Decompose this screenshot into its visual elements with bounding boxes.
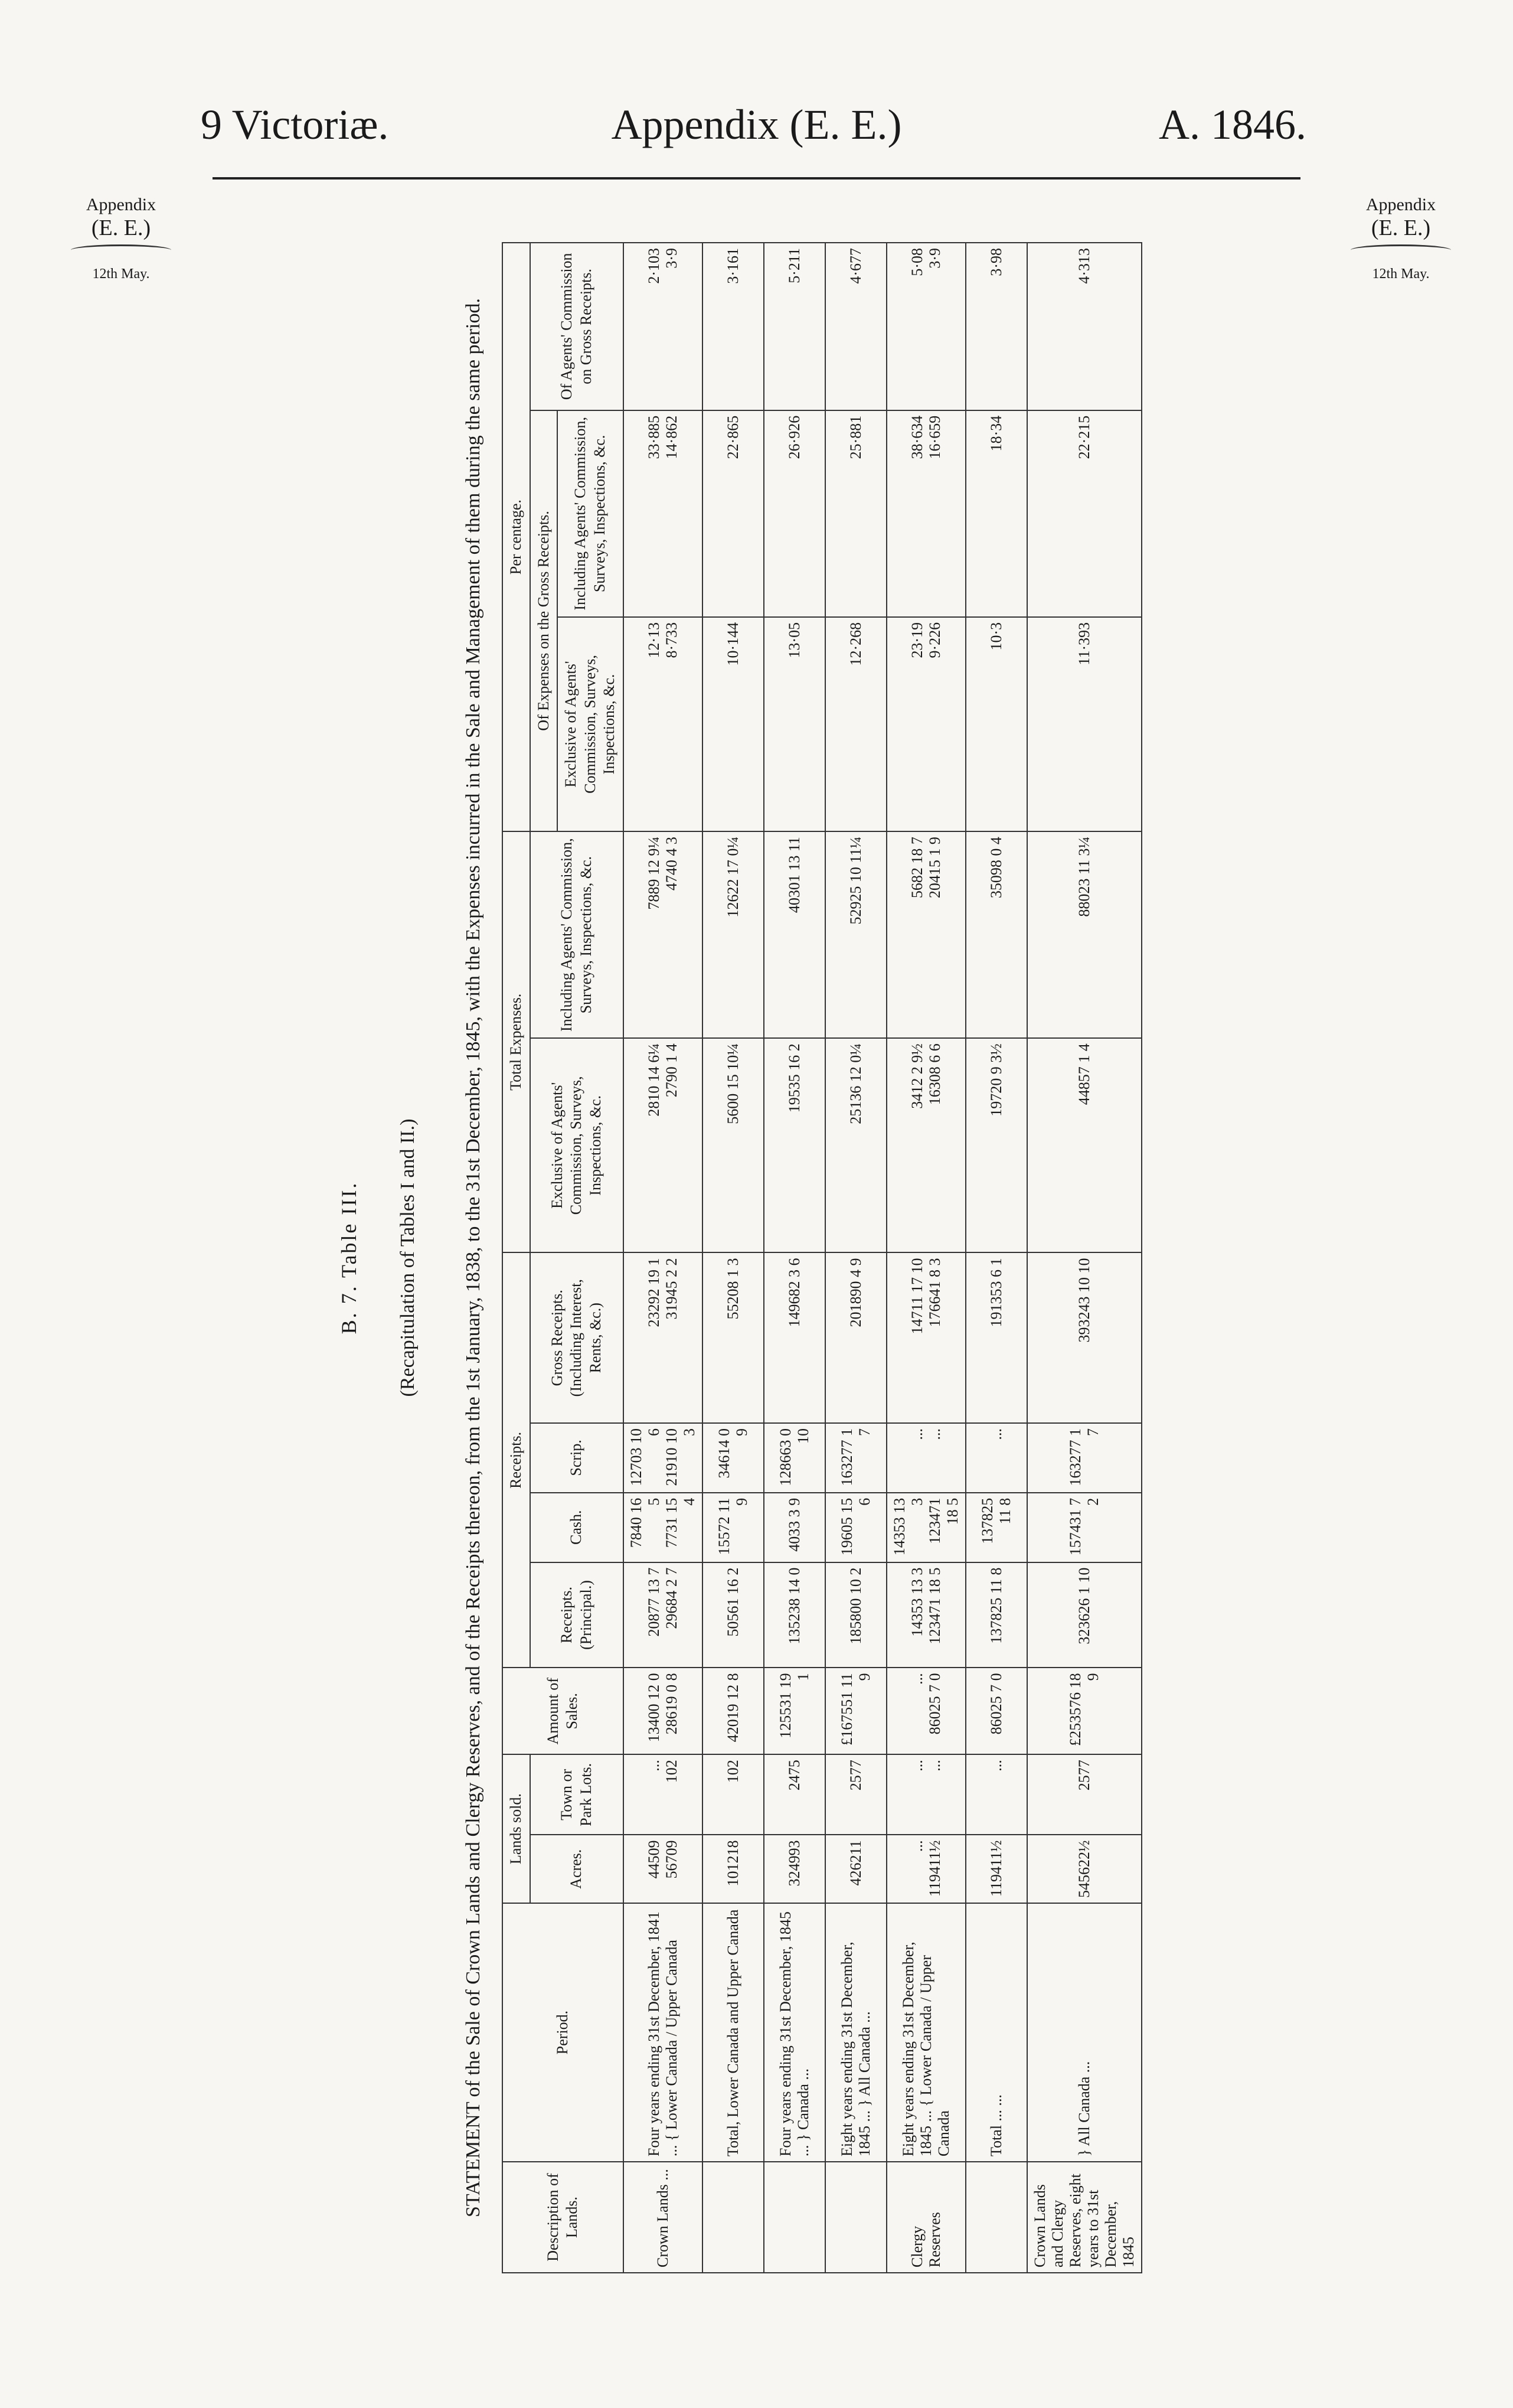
cell-lots: 2577 (825, 1754, 887, 1835)
table-statement: STATEMENT of the Sale of Crown Lands and Clergy Reserves, and of the Receipts thereon, from the 1st January, 1838, to the 31st December, 1845, with the Expenses incurred in the Sale and Management of them during the same period. (462, 298, 484, 2217)
cell-exp-incl: 12622 17 0¼ (702, 831, 764, 1038)
cell-lots: 2475 (764, 1754, 825, 1835)
cell-period: Total ... ... (966, 1903, 1027, 2162)
cell-pct-excl: 10·3 (966, 617, 1027, 831)
col-town-lots: Town or Park Lots. (530, 1754, 623, 1835)
table-titles (331, 195, 493, 2321)
cell-amount: ... 86025 7 0 (887, 1668, 966, 1754)
cell-amount: 42019 12 8 (702, 1668, 764, 1754)
cell-exp-excl: 25136 12 0¼ (825, 1038, 887, 1252)
cell-principal: 323626 1 10 (1027, 1562, 1142, 1668)
col-pct-agents: Of Agents' Commission on Gross Receipts. (530, 243, 623, 410)
cell-principal: 50561 16 2 (702, 1562, 764, 1668)
cell-amount: £253576 18 9 (1027, 1668, 1142, 1754)
cell-pct-agents: 3·161 (702, 243, 764, 410)
cell-exp-incl: 7889 12 9¼ 4740 4 3 (623, 831, 702, 1038)
cell-pct-incl: 26·926 (764, 410, 825, 617)
cell-exp-incl: 5682 18 7 20415 1 9 (887, 831, 966, 1038)
cell-pct-agents: 3·98 (966, 243, 1027, 410)
margin-note-line3: 12th May. (1372, 266, 1430, 282)
table-row (887, 243, 966, 2273)
cell-pct-excl: 13·05 (764, 617, 825, 831)
cell-principal: 185800 10 2 (825, 1562, 887, 1668)
cell-gross: 393243 10 10 (1027, 1252, 1142, 1423)
table-row (623, 243, 702, 2273)
table-row (702, 243, 764, 2273)
col-period: Period. (502, 1903, 623, 2162)
cell-exp-excl: 3412 2 9½ 16308 6 6 (887, 1038, 966, 1252)
cell-amount: 86025 7 0 (966, 1668, 1027, 1754)
cell-principal: 14353 13 3 123471 18 5 (887, 1562, 966, 1668)
col-receipts-principal: Receipts. (Principal.) (530, 1562, 623, 1668)
cell-gross: 14711 17 10 176641 8 3 (887, 1252, 966, 1423)
cell-period: } All Canada ... (1027, 1903, 1142, 2162)
brace-mark (71, 244, 171, 256)
cell-exp-excl: 19720 9 3½ (966, 1038, 1027, 1252)
col-gross-receipts: Gross Receipts. (Including Interest, Rents, &c.) (530, 1252, 623, 1423)
cell-exp-incl: 52925 10 11¼ (825, 831, 887, 1038)
cell-amount: 13400 12 0 28619 0 8 (623, 1668, 702, 1754)
cell-gross: 55208 1 3 (702, 1252, 764, 1423)
cell-lots: ... ... (887, 1754, 966, 1835)
cell-exp-incl: 88023 11 3¼ (1027, 831, 1142, 1038)
cell-pct-excl: 10·144 (702, 617, 764, 831)
cell-pct-agents: 4·677 (825, 243, 887, 410)
cell-period: Four years ending 31st December, 1841 ... { Lower Canada / Upper Canada (623, 1903, 702, 2162)
col-exp-incl: Including Agents' Commission, Surveys, Inspections, &c. (530, 831, 623, 1038)
cell-pct-excl: 23·19 9·226 (887, 617, 966, 831)
cell-exp-excl: 5600 15 10¼ (702, 1038, 764, 1252)
cell-scrip: 163277 1 7 (825, 1423, 887, 1493)
cell-period: Total, Lower Canada and Upper Canada (702, 1903, 764, 2162)
cell-exp-incl: 40301 13 11 (764, 831, 825, 1038)
margin-note-right (1333, 195, 1469, 283)
cell-lots: 2577 (1027, 1754, 1142, 1835)
margin-note-line2: (E. E.) (91, 215, 151, 240)
cell-description (764, 2162, 825, 2273)
cell-cash: 14353 13 3 123471 18 5 (887, 1493, 966, 1562)
cell-period: Eight years ending 31st December, 1845 ... { Lower Canada / Upper Canada (887, 1903, 966, 2162)
cell-pct-incl: 25·881 (825, 410, 887, 617)
cell-acres: 101218 (702, 1835, 764, 1904)
col-cash: Cash. (530, 1493, 623, 1562)
col-percentage: Per centage. (502, 243, 530, 831)
table-row (764, 243, 825, 2273)
col-scrip: Scrip. (530, 1423, 623, 1493)
cell-cash: 7840 16 5 7731 15 4 (623, 1493, 702, 1562)
cell-pct-agents: 4·313 (1027, 243, 1142, 410)
col-pct-excl: Exclusive of Agents' Commission, Surveys, Inspections, &c. (557, 617, 623, 831)
margin-note-line3: 12th May. (92, 266, 150, 282)
cell-acres: 44509 56709 (623, 1835, 702, 1904)
cell-pct-incl: 22·865 (702, 410, 764, 617)
col-pct-incl: Including Agents' Commission, Surveys, Inspections, &c. (557, 410, 623, 617)
header-left: 9 Victoriæ. (201, 101, 389, 148)
cell-period: Eight years ending 31st December, 1845 ... } All Canada ... (825, 1903, 887, 2162)
rotated-table-block (331, 195, 1334, 2321)
brace-mark (1351, 244, 1451, 256)
col-total-expenses: Total Expenses. (502, 831, 530, 1252)
cell-amount: 125531 19 1 (764, 1668, 825, 1754)
margin-note-line2: (E. E.) (1371, 215, 1431, 240)
col-acres: Acres. (530, 1835, 623, 1904)
cell-lots: ... (966, 1754, 1027, 1835)
cell-principal: 20877 13 7 29684 2 7 (623, 1562, 702, 1668)
cell-exp-incl: 35098 0 4 (966, 831, 1027, 1038)
cell-pct-excl: 12·13 8·733 (623, 617, 702, 831)
header-center: Appendix (E. E.) (611, 101, 902, 148)
table-recap: (Recapitulation of Tables I and II.) (397, 1118, 419, 1397)
table-row (1027, 243, 1142, 2273)
header-rule (213, 177, 1300, 180)
col-receipts: Receipts. (502, 1252, 530, 1668)
cell-description (825, 2162, 887, 2273)
cell-acres: 545622½ (1027, 1835, 1142, 1904)
cell-scrip: 12703 10 6 21910 10 3 (623, 1423, 702, 1493)
cell-pct-incl: 38·634 16·659 (887, 410, 966, 617)
table-row (966, 243, 1027, 2273)
cell-cash: 19605 15 6 (825, 1493, 887, 1562)
col-description: Description of Lands. (502, 2162, 623, 2273)
cell-pct-agents: 5·08 3·9 (887, 243, 966, 410)
cell-pct-incl: 22·215 (1027, 410, 1142, 617)
cell-gross: 23292 19 1 31945 2 2 (623, 1252, 702, 1423)
cell-cash: 15572 11 9 (702, 1493, 764, 1562)
table-label: B. 7. Table III. (337, 1181, 361, 1334)
cell-description: Crown Lands ... (623, 2162, 702, 2273)
col-lands-sold: Lands sold. (502, 1754, 530, 1903)
header-right: A. 1846. (1159, 101, 1306, 148)
cell-cash: 4033 3 9 (764, 1493, 825, 1562)
cell-acres: 119411½ (966, 1835, 1027, 1904)
cell-exp-excl: 44857 1 4 (1027, 1038, 1142, 1252)
cell-scrip: ... (966, 1423, 1027, 1493)
col-amount-sales: Amount of Sales. (502, 1668, 623, 1754)
cell-scrip: ... ... (887, 1423, 966, 1493)
cell-scrip: 34614 0 9 (702, 1423, 764, 1493)
cell-lots: ... 102 (623, 1754, 702, 1835)
cell-description: Clergy Reserves (887, 2162, 966, 2273)
cell-principal: 137825 11 8 (966, 1562, 1027, 1668)
cell-scrip: 163277 1 7 (1027, 1423, 1142, 1493)
cell-description: Crown Lands and Clergy Reserves, eight years to 31st December, 1845 (1027, 2162, 1142, 2273)
cell-principal: 135238 14 0 (764, 1562, 825, 1668)
cell-pct-agents: 2·103 3·9 (623, 243, 702, 410)
cell-cash: 157431 7 2 (1027, 1493, 1142, 1562)
cell-acres: 426211 (825, 1835, 887, 1904)
margin-note-left (53, 195, 189, 283)
cell-pct-excl: 12·268 (825, 617, 887, 831)
recap-table (502, 242, 1142, 2273)
cell-description (702, 2162, 764, 2273)
cell-exp-excl: 19535 16 2 (764, 1038, 825, 1252)
cell-acres: 324993 (764, 1835, 825, 1904)
cell-gross: 201890 4 9 (825, 1252, 887, 1423)
cell-lots: 102 (702, 1754, 764, 1835)
cell-cash: 137825 11 8 (966, 1493, 1027, 1562)
cell-pct-excl: 11·393 (1027, 617, 1142, 831)
cell-gross: 191353 6 1 (966, 1252, 1027, 1423)
col-of-expenses-gross: Of Expenses on the Gross Receipts. (530, 410, 558, 831)
margin-note-line1: Appendix (86, 195, 156, 214)
cell-exp-excl: 2810 14 6¼ 2790 1 4 (623, 1038, 702, 1252)
cell-pct-incl: 33·885 14·862 (623, 410, 702, 617)
cell-pct-agents: 5·211 (764, 243, 825, 410)
cell-period: Four years ending 31st December, 1845 ... } Canada ... (764, 1903, 825, 2162)
cell-pct-incl: 18·34 (966, 410, 1027, 617)
cell-acres: ... 119411½ (887, 1835, 966, 1904)
cell-gross: 149682 3 6 (764, 1252, 825, 1423)
cell-description (966, 2162, 1027, 2273)
col-exp-excl: Exclusive of Agents' Commission, Surveys, Inspections, &c. (530, 1038, 623, 1252)
cell-scrip: 128663 0 10 (764, 1423, 825, 1493)
margin-note-line1: Appendix (1365, 195, 1436, 214)
table-row (825, 243, 887, 2273)
cell-amount: £167551 11 9 (825, 1668, 887, 1754)
